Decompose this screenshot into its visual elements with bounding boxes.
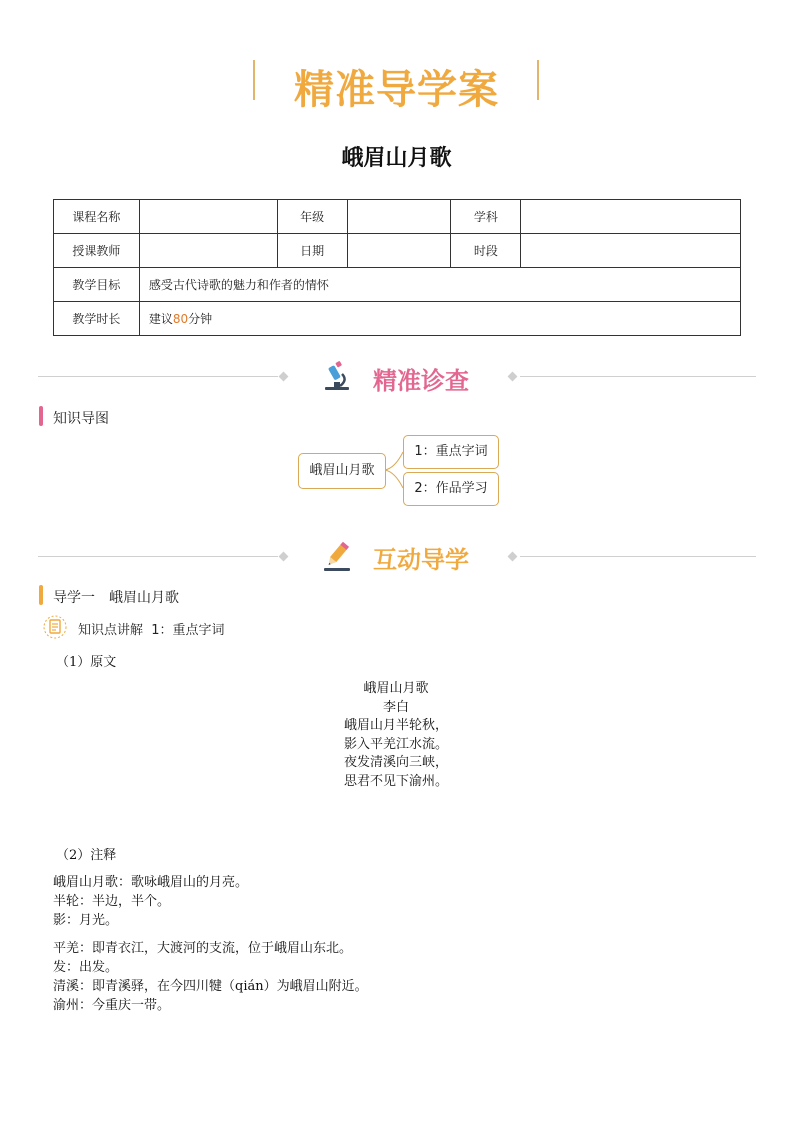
duration-prefix: 建议 xyxy=(148,312,173,326)
section2-divider-left xyxy=(38,556,278,557)
goal-label: 教学目标 xyxy=(54,268,140,302)
section1-divider-left xyxy=(38,376,278,377)
document-title: 峨眉山月歌 xyxy=(341,146,452,171)
poem-line: 夜发清溪向三峡， xyxy=(343,755,448,770)
section2-divider-right xyxy=(520,556,756,557)
period-value[interactable] xyxy=(521,234,741,268)
note-item: 清溪：即青溪驿，在今四川犍（qián）为峨眉山附近。 xyxy=(53,979,368,994)
original-heading: （1）原文 xyxy=(56,655,117,670)
mindmap-root: 峨眉山月歌 xyxy=(298,453,386,489)
poem xyxy=(246,680,546,791)
poem-author: 李白 xyxy=(382,699,409,715)
grade-label: 年级 xyxy=(277,200,347,234)
knowledge-point-label xyxy=(78,619,225,638)
duration-label: 教学时长 xyxy=(54,302,140,336)
poem-title: 峨眉山月歌 xyxy=(363,681,429,696)
section1-divider-right xyxy=(520,376,756,377)
table-row xyxy=(54,234,741,268)
mindmap-branch-2: 2：作品学习 xyxy=(403,472,499,506)
notes-group-1 xyxy=(53,873,248,930)
note-item: 影：月光。 xyxy=(53,913,119,928)
poem-line: 影入平羌江水流。 xyxy=(343,736,448,752)
microscope-icon xyxy=(322,360,352,392)
heading-marker xyxy=(39,406,43,426)
knowledge-map-heading: 知识导图 xyxy=(53,411,109,427)
document-icon xyxy=(42,614,68,640)
section1-diamond-left xyxy=(279,372,289,382)
grade-value[interactable] xyxy=(347,200,451,234)
poem-line: 思君不见下渝州。 xyxy=(343,773,448,789)
period-label: 时段 xyxy=(451,234,521,268)
table-row xyxy=(54,302,741,336)
note-item: 渝州：今重庆一带。 xyxy=(53,998,171,1013)
knowledge-point-title: 1：重点字词 xyxy=(151,623,225,638)
course-name-value[interactable] xyxy=(139,200,277,234)
notes-group-2 xyxy=(53,939,368,1015)
subject-label: 学科 xyxy=(451,200,521,234)
pencil-icon xyxy=(322,541,352,573)
note-item: 平羌：即青衣江，大渡河的支流，位于峨眉山东北。 xyxy=(53,941,353,956)
note-item: 半轮：半边，半个。 xyxy=(53,894,171,909)
header-title: 精准导学案 xyxy=(294,67,499,113)
lesson-heading: 导学一 峨眉山月歌 xyxy=(53,590,179,606)
section2-diamond-right xyxy=(508,552,518,562)
knowledge-point-label-text: 知识点讲解 xyxy=(78,623,144,638)
section1-diamond-right xyxy=(508,372,518,382)
table-row xyxy=(54,268,741,302)
note-item: 峨眉山月歌：歌咏峨眉山的月亮。 xyxy=(53,875,249,890)
mindmap-branch-1: 1：重点字词 xyxy=(403,435,499,469)
subject-value[interactable] xyxy=(521,200,741,234)
section2-title: 互动导学 xyxy=(373,546,469,574)
heading-marker xyxy=(39,585,43,605)
section1-title: 精准诊查 xyxy=(373,367,469,395)
goal-value: 感受古代诗歌的魅力和作者的情怀 xyxy=(139,268,740,302)
date-label: 日期 xyxy=(277,234,347,268)
poem-line: 峨眉山月半轮秋， xyxy=(343,718,448,733)
course-name-label: 课程名称 xyxy=(54,200,140,234)
teacher-label: 授课教师 xyxy=(54,234,140,268)
teacher-value[interactable] xyxy=(139,234,277,268)
section2-diamond-left xyxy=(279,552,289,562)
notes-heading: （2）注释 xyxy=(56,848,117,863)
duration-value xyxy=(139,302,740,336)
table-row xyxy=(54,200,741,234)
duration-number: 80 xyxy=(172,312,189,326)
date-value[interactable] xyxy=(347,234,451,268)
note-item: 发：出发。 xyxy=(53,960,119,975)
course-info-table xyxy=(53,199,741,336)
duration-suffix: 分钟 xyxy=(188,312,213,326)
